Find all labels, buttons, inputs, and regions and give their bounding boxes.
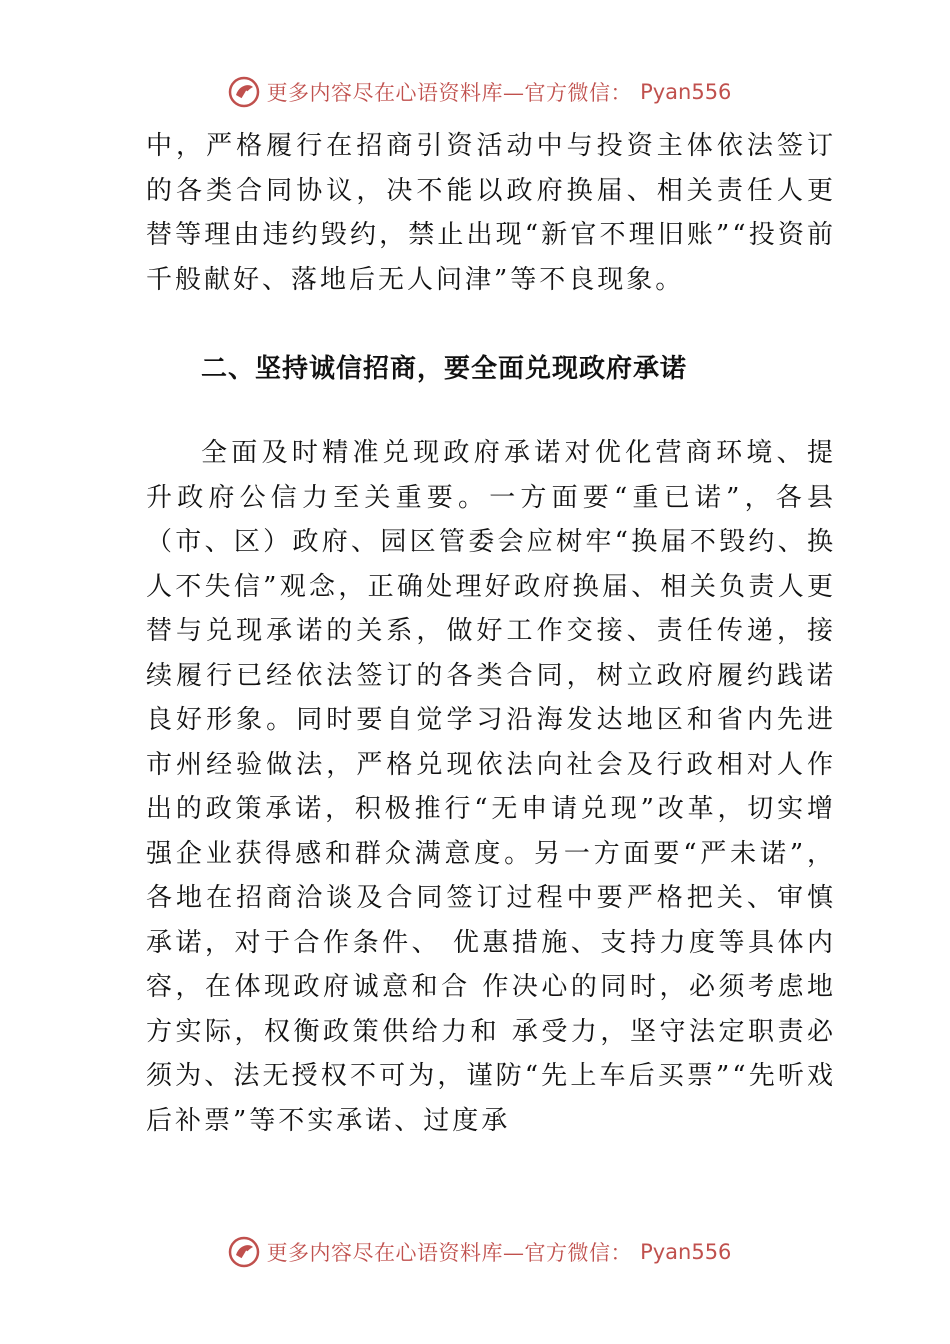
paragraph: 中，严格履行在招商引资活动中与投资主体依法签订的各类合同协议，决不能以政府换届、相关责任人更替等理由违约毁约，禁止出现“新官不理旧账”“投资前千般献好、落地后无人问津”等不良现象。 (146, 131, 836, 295)
banner-text: 更多内容尽在心语资料库—官方微信： (266, 1241, 633, 1265)
footer-banner (0, 1232, 950, 1272)
lotus-seal-icon (227, 1235, 261, 1269)
section-heading: 二、坚持诚信招商，要全面兑现政府承诺 (201, 354, 688, 384)
header-banner (0, 72, 950, 112)
document-body (146, 124, 836, 1143)
lotus-seal-icon (227, 75, 261, 109)
banner-text: 更多内容尽在心语资料库—官方微信： (266, 81, 633, 105)
banner-handle: Pyan556 (640, 1240, 732, 1264)
paragraph: 全面及时精准兑现政府承诺对优化营商环境、提升政府公信力至关重要。一方面要“重已诺”，各县（市、区）政府、园区管委会应树牢“换届不毁约、换人不失信”观念，正确处理好政府换届、相关负责人更替与兑现承诺的关系，做好工作交接、责任传递，接续履行已经依法签订的各类合同，树立政府履约践诺良好形象。同时要自觉学习沿海发达地区和省内先进市州经验做法，严格兑现依法向社会及行政相对人作出的政策承诺，积极推行“无申请兑现”改革，切实增强企业获得感和群众满意度。另一方面要“严未诺”，各地在招商洽谈及合同签订过程中要严格把关、审慎承诺，对于合作条件、 优惠措施、支持力度等具体内容，在体现政府诚意和合 作决心的同时，必须考虑地方实际，权衡政策供给力和 承受力，坚守法定职责必须为、法无授权不可为，谨防“先上车后买票”“先听戏后补票”等不实承诺、过度承 (146, 438, 836, 1136)
banner-handle: Pyan556 (640, 80, 732, 104)
